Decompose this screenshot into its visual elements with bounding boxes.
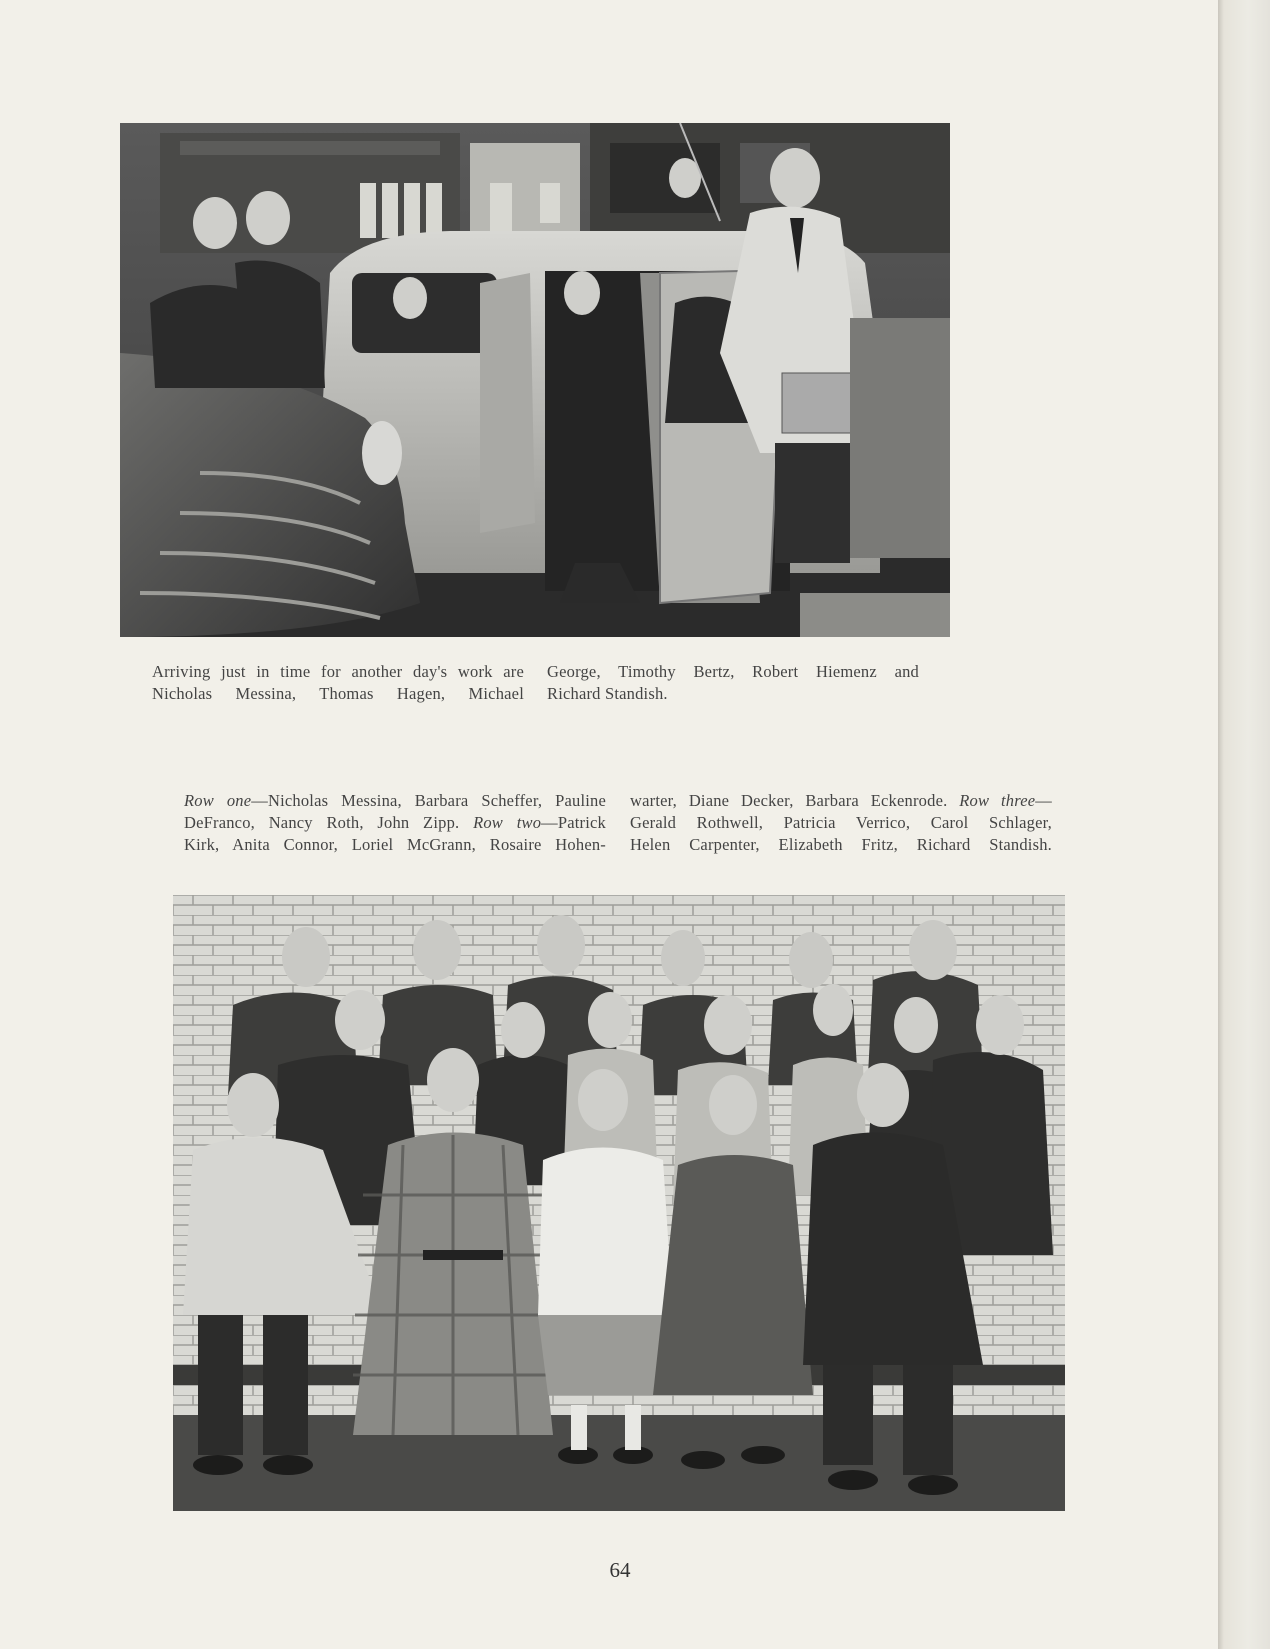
caption-text: DeFranco, Nancy Roth, John Zipp. (184, 813, 460, 832)
caption-text: —Patrick (541, 813, 607, 832)
caption-line: Helen Carpenter, Elizabeth Fritz, Richard Standish. (630, 835, 1052, 854)
top-photo-caption-left (152, 661, 524, 705)
caption-line: Nicholas Messina, Thomas Hagen, Michael (152, 684, 524, 703)
top-photo-caption-right (547, 661, 919, 705)
caption-text: — (1035, 791, 1052, 810)
caption-line (184, 790, 606, 812)
car-arrival-illustration (120, 123, 950, 637)
group-portrait-photo (173, 895, 1065, 1511)
caption-line: Arriving just in time for another day's work are (152, 662, 524, 681)
group-portrait-illustration (173, 895, 1065, 1511)
row-label: Row two (473, 813, 542, 832)
car-arrival-photo (120, 123, 950, 637)
page-number: 64 (609, 1558, 631, 1582)
caption-text: warter, Diane Decker, Barbara Eckenrode. (630, 791, 948, 810)
caption-line: Richard Standish. (547, 684, 668, 703)
row-label: Row three (959, 791, 1036, 810)
caption-line: Gerald Rothwell, Patricia Verrico, Carol Schlager, (630, 813, 1052, 832)
caption-text: —Nicholas Messina, Barbara Scheffer, Pauline (251, 791, 606, 810)
caption-line (630, 790, 1052, 812)
caption-line (184, 812, 606, 834)
caption-line: George, Timothy Bertz, Robert Hiemenz and (547, 662, 919, 681)
page-edge (1218, 0, 1270, 1649)
caption-line: Kirk, Anita Connor, Loriel McGrann, Rosaire Hohen- (184, 835, 606, 854)
group-photo-caption-right (630, 790, 1052, 856)
row-label: Row one (184, 791, 252, 810)
group-photo-caption-left (184, 790, 606, 856)
